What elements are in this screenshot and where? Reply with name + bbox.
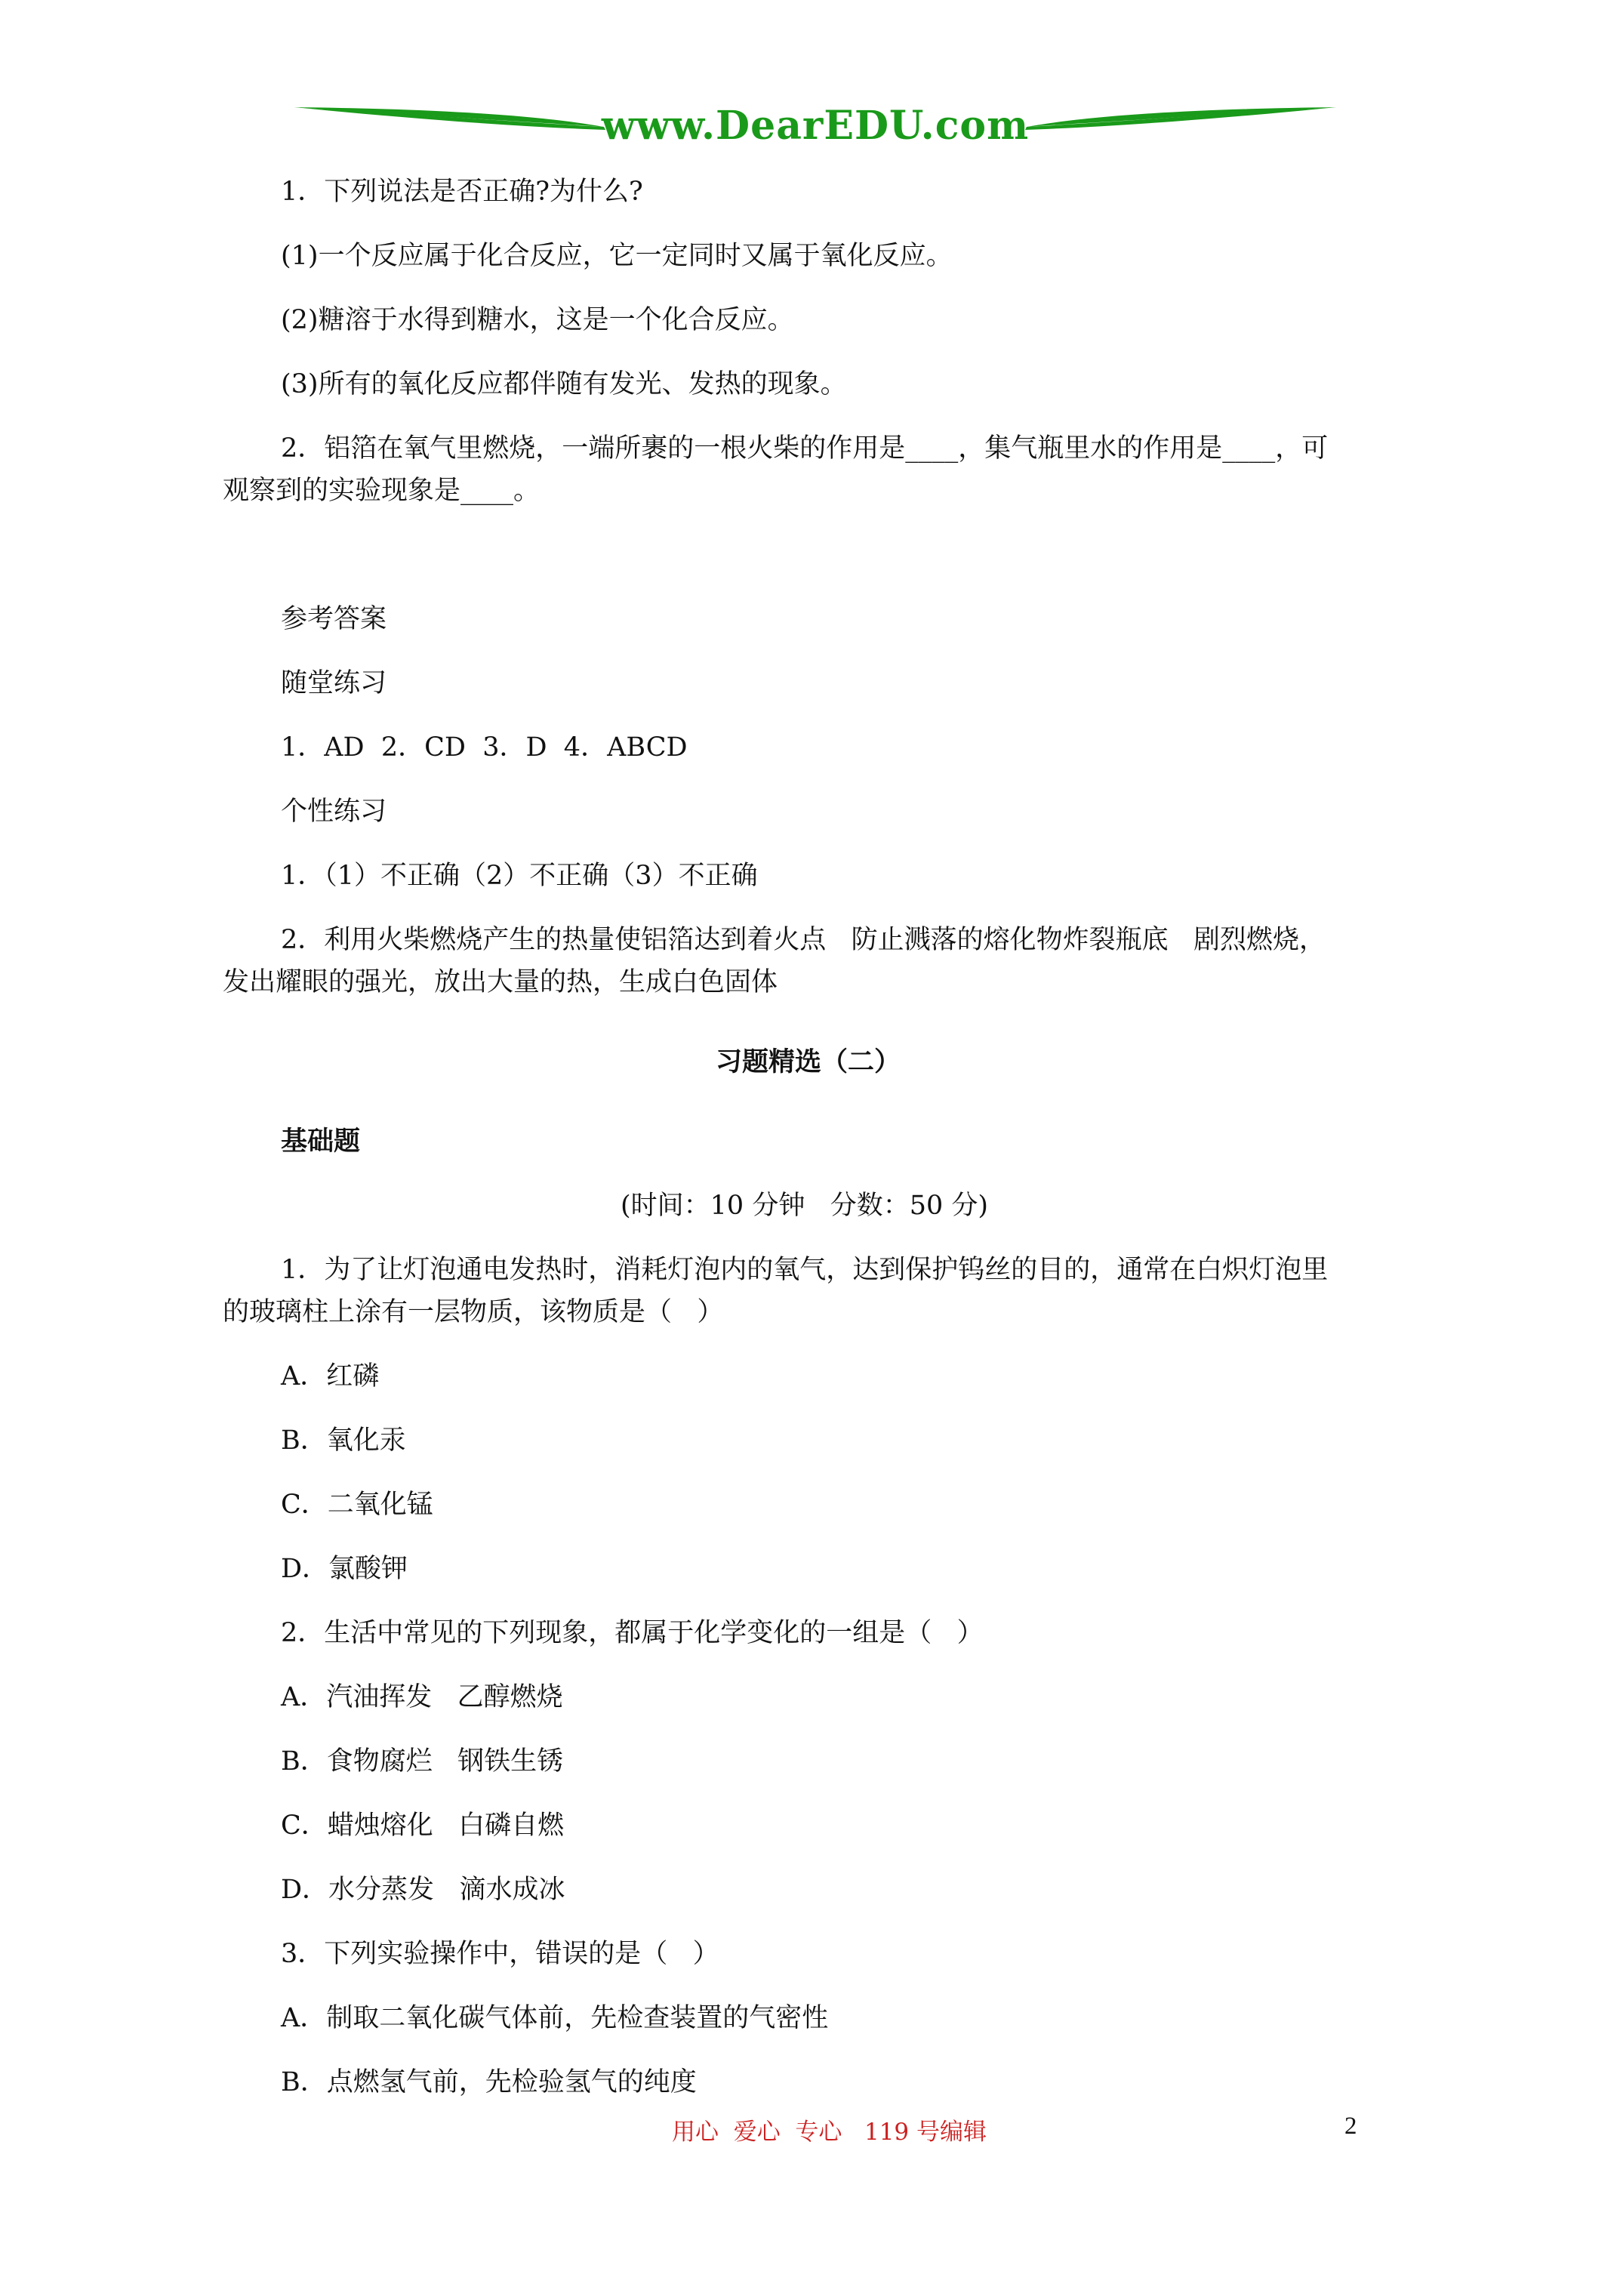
page-number: 2 xyxy=(1344,2113,1357,2140)
b1-line-2: 的玻璃柱上涂有一层物质，该物质是（ ） xyxy=(223,1297,724,1327)
b3-title: 3．下列实验操作中，错误的是（ ） xyxy=(281,1939,719,1969)
b2-option-a: A．汽油挥发 乙醇燃烧 xyxy=(281,1682,563,1712)
b2-option-b: B．食物腐烂 钢铁生锈 xyxy=(281,1746,564,1777)
b1-option-a: A．红磷 xyxy=(281,1361,380,1391)
time-score: (时间：10 分钟 分数：50 分) xyxy=(621,1191,989,1221)
personal-answer-1: 1．（1）不正确（2）不正确（3）不正确 xyxy=(281,861,758,891)
q1-title: 1．下列说法是否正确?为什么? xyxy=(281,177,643,207)
b2-title: 2．生活中常见的下列现象，都属于化学变化的一组是（ ） xyxy=(281,1618,984,1648)
class-practice-answers: 1．AD 2．CD 3．D 4．ABCD xyxy=(281,732,688,763)
b1-option-c: C．二氧化锰 xyxy=(281,1490,433,1520)
section-title: 习题精选（二） xyxy=(716,1046,901,1077)
b1-option-d: D．氯酸钾 xyxy=(281,1554,408,1584)
q1-item-3: (3)所有的氧化反应都伴随有发光、发热的现象。 xyxy=(281,369,847,399)
site-logo-text: www.DearEDU.com xyxy=(601,103,1030,149)
class-practice-heading: 随堂练习 xyxy=(281,668,387,698)
q1-item-1: (1)一个反应属于化合反应，它一定同时又属于氧化反应。 xyxy=(281,241,953,271)
personal-answer-2-line-1: 2．利用火柴燃烧产生的热量使铝箔达到着火点 防止溅落的熔化物炸裂瓶底 剧烈燃烧， xyxy=(281,925,1326,955)
header-banner xyxy=(294,97,1336,157)
b1-option-b: B．氧化汞 xyxy=(281,1425,406,1456)
q1-item-2: (2)糖溶于水得到糖水，这是一个化合反应。 xyxy=(281,305,794,335)
b1-line-1: 1．为了让灯泡通电发热时，消耗灯泡内的氧气，达到保护钨丝的目的，通常在白炽灯泡里 xyxy=(281,1255,1329,1285)
personal-practice-heading: 个性练习 xyxy=(281,797,387,827)
b2-option-d: D．水分蒸发 滴水成冰 xyxy=(281,1875,565,1905)
q2-line-2: 观察到的实验现象是____。 xyxy=(223,476,540,506)
q2-line-1: 2．铝箔在氧气里燃烧，一端所裹的一根火柴的作用是____，集气瓶里水的作用是____，可 xyxy=(281,433,1329,464)
basic-heading: 基础题 xyxy=(281,1126,361,1157)
footer-text: 用心 爱心 专心 119 号编辑 xyxy=(672,2119,987,2146)
b2-option-c: C．蜡烛熔化 白磷自燃 xyxy=(281,1811,565,1841)
b3-option-b: B．点燃氢气前，先检验氢气的纯度 xyxy=(281,2067,697,2097)
ref-answer-heading: 参考答案 xyxy=(281,604,387,634)
personal-answer-2-line-2: 发出耀眼的强光，放出大量的热，生成白色固体 xyxy=(223,967,778,997)
b3-option-a: A．制取二氧化碳气体前，先检查装置的气密性 xyxy=(281,2003,829,2033)
